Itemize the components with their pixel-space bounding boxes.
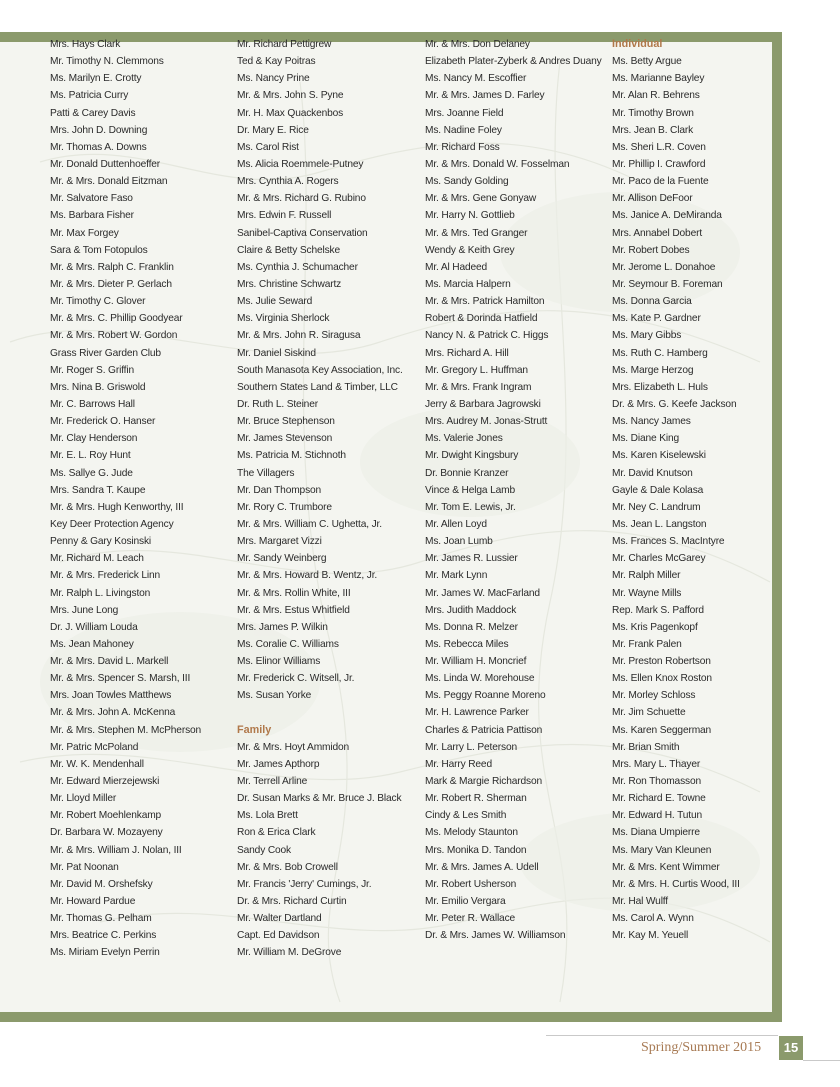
donor-name: Ms. Marilyn E. Crotty [50, 73, 142, 85]
donor-name: Mrs. Elizabeth L. Huls [612, 381, 708, 393]
donor-name: Mrs. Sandra T. Kaupe [50, 484, 146, 496]
donor-name: Mr. Peter R. Wallace [425, 913, 516, 925]
donor-name: Dr. Mary E. Rice [237, 124, 309, 136]
donor-name: Mr. & Mrs. Gene Gonyaw [425, 193, 537, 205]
donor-name: Mr. Robert Moehlenkamp [50, 810, 162, 822]
donor-name: Ms. Susan Yorke [237, 690, 312, 702]
donor-name: Ms. Peggy Roanne Moreno [425, 690, 546, 702]
donor-name: Ms. Donna Garcia [612, 296, 692, 308]
donor-name: Dr. Susan Marks & Mr. Bruce J. Black [237, 793, 402, 805]
donor-name: Mrs. Richard A. Hill [425, 347, 509, 359]
donor-name: Ms. Janice A. DeMiranda [612, 210, 722, 222]
donor-column-2 [237, 36, 422, 962]
donor-name: Mr. & Mrs. H. Curtis Wood, III [612, 878, 740, 890]
donor-name: Mr. William H. Moncrief [425, 656, 527, 668]
donor-name: Mrs. Cynthia A. Rogers [237, 176, 339, 188]
donor-name: Dr. Ruth L. Steiner [237, 398, 318, 410]
donor-name: Mr. Richard Foss [425, 141, 500, 153]
donor-name: Ms. Sallye G. Jude [50, 467, 133, 479]
donor-name: Ms. Marcia Halpern [425, 278, 511, 290]
donor-name: Mr. & Mrs. Donald W. Fosselman [425, 158, 570, 170]
donor-name: Mrs. Edwin F. Russell [237, 210, 332, 222]
donor-name: Ms. Diana Umpierre [612, 827, 700, 839]
donor-name: Mr. Allison DeFoor [612, 193, 693, 205]
donor-name: Mr. Roger S. Griffin [50, 364, 134, 376]
donor-name: Ms. Melody Staunton [425, 827, 518, 839]
donor-name: Mr. H. Max Quackenbos [237, 107, 344, 119]
donor-name: Mrs. Judith Maddock [425, 604, 517, 616]
donor-name: Sandy Cook [237, 844, 291, 856]
donor-name: Gayle & Dale Kolasa [612, 484, 704, 496]
donor-name: Mr. Seymour B. Foreman [612, 278, 723, 290]
donor-name: Mr. Sandy Weinberg [237, 553, 327, 565]
donor-name: Mr. & Mrs. Ralph C. Franklin [50, 261, 174, 273]
donor-name: Ms. Alicia Roemmele-Putney [237, 158, 364, 170]
donor-name: Mr. Ralph Miller [612, 570, 681, 582]
donor-name: Mr. Morley Schloss [612, 690, 696, 702]
donor-name: Mr. James R. Lussier [425, 553, 518, 565]
donor-name: Ms. Kris Pagenkopf [612, 621, 698, 633]
donor-name: Mr. & Mrs. Dieter P. Gerlach [50, 278, 172, 290]
donor-name: Mr. & Mrs. Spencer S. Marsh, III [50, 673, 191, 685]
donor-name: Mr. James Apthorp [237, 758, 320, 770]
section-heading: Family [237, 723, 272, 736]
donor-name: The Villagers [237, 467, 295, 479]
donor-name: Mark & Margie Richardson [425, 776, 542, 788]
donor-name: Dr. & Mrs. James W. Williamson [425, 930, 566, 942]
donor-name: Ms. Barbara Fisher [50, 210, 134, 222]
donor-name: Mrs. Annabel Dobert [612, 227, 703, 239]
donor-name: Ms. Virginia Sherlock [237, 313, 330, 325]
donor-name: Mr. Mark Lynn [425, 570, 488, 582]
donor-name: Mr. Rory C. Trumbore [237, 501, 332, 513]
donor-name: Mr. & Mrs. William C. Ughetta, Jr. [237, 518, 382, 530]
donor-name: Mr. Robert R. Sherman [425, 793, 527, 805]
donor-name: Mr. Francis 'Jerry' Cumings, Jr. [237, 878, 372, 890]
donor-column-4 [612, 36, 797, 944]
donor-name: Ms. Nancy Prine [237, 73, 310, 85]
donor-name: Mr. Gregory L. Huffman [425, 364, 528, 376]
donor-name: Dr. & Mrs. G. Keefe Jackson [612, 398, 737, 410]
donor-name: Mr. Charles McGarey [612, 553, 706, 565]
donor-name: Mrs. Margaret Vizzi [237, 536, 322, 548]
donor-name: Mr. Phillip I. Crawford [612, 158, 706, 170]
donor-name: Mr. Ron Thomasson [612, 776, 701, 788]
donor-name: Mr. Timothy N. Clemmons [50, 56, 164, 68]
donor-name: Ms. Karen Kiselewski [612, 450, 706, 462]
donor-name: Patti & Carey Davis [50, 107, 136, 119]
donor-name: Ms. Valerie Jones [425, 433, 503, 445]
donor-name: Mr. Salvatore Faso [50, 193, 133, 205]
donor-name: Mr. & Mrs. Frederick Linn [50, 570, 161, 582]
donor-name: Ms. Nancy M. Escoffier [425, 73, 527, 85]
donor-name: Mr. Howard Pardue [50, 896, 136, 908]
donor-name: Mr. Robert Usherson [425, 878, 517, 890]
donor-name: Mr. Pat Noonan [50, 861, 119, 873]
donor-name: Mrs. Hays Clark [50, 39, 121, 50]
donor-name: Elizabeth Plater-Zyberk & Andres Duany [425, 56, 602, 68]
donor-name: Mr. Allen Loyd [425, 518, 487, 530]
donor-name: Mr. Timothy Brown [612, 107, 694, 119]
donor-name: Mr. Frank Palen [612, 638, 682, 650]
donor-name: Mr. Thomas A. Downs [50, 141, 147, 153]
donor-name: Grass River Garden Club [50, 347, 161, 359]
donor-name: Mr. Preston Robertson [612, 656, 711, 668]
donor-name: Mr. Frederick C. Witsell, Jr. [237, 673, 355, 685]
donor-name: Mr. Ney C. Landrum [612, 501, 701, 513]
donor-name: Mr. Larry L. Peterson [425, 741, 517, 753]
donor-name: Mr. Walter Dartland [237, 913, 322, 925]
donor-name: Mr. Brian Smith [612, 741, 680, 753]
donor-name: Ms. Mary Gibbs [612, 330, 682, 342]
donor-name: Charles & Patricia Pattison [425, 724, 543, 736]
donor-name: Mr. C. Barrows Hall [50, 398, 135, 410]
donor-name: Dr. Bonnie Kranzer [425, 467, 509, 479]
donor-name: Mr. & Mrs. James A. Udell [425, 861, 539, 873]
donor-name: Mr. & Mrs. Donald Eitzman [50, 176, 168, 188]
donor-name: Ron & Erica Clark [237, 827, 316, 839]
donor-name: Mr. & Mrs. John R. Siragusa [237, 330, 361, 342]
donor-name: Ms. Marianne Bayley [612, 73, 705, 85]
donor-column-1 [50, 36, 235, 962]
donor-name: Ms. Nadine Foley [425, 124, 502, 136]
donor-name: Mr. Max Forgey [50, 227, 119, 239]
donor-name: Mr. Emilio Vergara [425, 896, 506, 908]
page-number-badge: 15 [779, 1036, 803, 1060]
donor-name: Mr. Frederick O. Hanser [50, 416, 156, 428]
donor-name: Ms. Patricia Curry [50, 90, 129, 102]
donor-name: Mr. Terrell Arline [237, 776, 308, 788]
donor-name: Mr. Dan Thompson [237, 484, 322, 496]
donor-name: Ms. Marge Herzog [612, 364, 694, 376]
donor-name: Mr. Robert Dobes [612, 244, 690, 256]
donor-name: Ms. Lola Brett [237, 810, 298, 822]
donor-name: Mr. Ralph L. Livingston [50, 587, 151, 599]
donor-name: Ms. Sheri L.R. Coven [612, 141, 706, 153]
donor-name: Ms. Betty Argue [612, 56, 682, 68]
donor-name: Mr. Richard M. Leach [50, 553, 144, 565]
donor-name: Ms. Nancy James [612, 416, 691, 428]
donor-name: Ms. Diane King [612, 433, 679, 445]
donor-name: Ms. Carol A. Wynn [612, 913, 694, 925]
donor-name: Mr. Daniel Siskind [237, 347, 316, 359]
section-heading: Individual [612, 38, 663, 50]
donor-name: Mr. & Mrs. Stephen M. McPherson [50, 724, 202, 736]
donor-name: Ms. Elinor Williams [237, 656, 321, 668]
donor-name: Penny & Gary Kosinski [50, 536, 152, 548]
donor-name: Mrs. Joan Towles Matthews [50, 690, 172, 702]
donor-name: Mr. Jerome L. Donahoe [612, 261, 716, 273]
donor-name: Mr. & Mrs. Hugh Kenworthy, III [50, 501, 184, 513]
donor-name: Mr. Thomas G. Pelham [50, 913, 152, 925]
donor-name: Wendy & Keith Grey [425, 244, 515, 256]
donor-name: Ms. Coralie C. Williams [237, 638, 339, 650]
donor-name: Mr. & Mrs. Hoyt Ammidon [237, 741, 350, 753]
donor-name: Mr. Paco de la Fuente [612, 176, 709, 188]
donor-name: Mr. & Mrs. Richard G. Rubino [237, 193, 366, 205]
donor-name: Mr. & Mrs. Kent Wimmer [612, 861, 720, 873]
donor-name: Mr. E. L. Roy Hunt [50, 450, 131, 462]
donor-name: Mr. James Stevenson [237, 433, 333, 445]
donor-name: Mr. & Mrs. Bob Crowell [237, 861, 338, 873]
donor-name: Ms. Jean L. Langston [612, 518, 707, 530]
donor-name: Mr. & Mrs. C. Phillip Goodyear [50, 313, 183, 325]
donor-name: Ms. Ellen Knox Roston [612, 673, 712, 685]
donor-name: Mr. W. K. Mendenhall [50, 758, 144, 770]
donor-name: Ms. Sandy Golding [425, 176, 509, 188]
donor-name: Mr. Edward Mierzejewski [50, 776, 160, 788]
donor-name: Mr. & Mrs. Don Delaney [425, 39, 530, 50]
donor-name: Ms. Karen Seggerman [612, 724, 712, 736]
donor-name: Mrs. June Long [50, 604, 119, 616]
donor-name: Mr. Edward H. Tutun [612, 810, 703, 822]
donor-name: Mr. & Mrs. Howard B. Wentz, Jr. [237, 570, 378, 582]
donor-name: Ms. Rebecca Miles [425, 638, 509, 650]
donor-name: Ms. Jean Mahoney [50, 638, 134, 650]
donor-name: Mr. & Mrs. William J. Nolan, III [50, 844, 182, 856]
donor-name: Mr. Tom E. Lewis, Jr. [425, 501, 516, 513]
donor-name: Ms. Donna R. Melzer [425, 621, 518, 633]
donor-name: Ms. Frances S. MacIntyre [612, 536, 725, 548]
donor-name: Ms. Julie Seward [237, 296, 313, 308]
donor-column-3 [425, 36, 610, 944]
donor-name: Robert & Dorinda Hatfield [425, 313, 538, 325]
donor-name: Mr. James W. MacFarland [425, 587, 540, 599]
donor-name: Mrs. Joanne Field [425, 107, 504, 119]
donor-name: Mr. Kay M. Yeuell [612, 930, 689, 942]
donor-name: Mr. Harry Reed [425, 758, 492, 770]
donor-name: Dr. Barbara W. Mozayeny [50, 827, 163, 839]
donor-name: Mr. Patric McPoland [50, 741, 139, 753]
donor-name: Ms. Mary Van Kleunen [612, 844, 712, 856]
donor-name: Mr. & Mrs. Patrick Hamilton [425, 296, 545, 308]
donor-name: Ms. Miriam Evelyn Perrin [50, 947, 160, 959]
donor-name: Mrs. Christine Schwartz [237, 278, 342, 290]
donor-name: Mr. & Mrs. Ted Granger [425, 227, 528, 239]
donor-name: Ms. Linda W. Morehouse [425, 673, 535, 685]
donor-name: Mr. Harry N. Gottlieb [425, 210, 515, 222]
donor-name: Mr. & Mrs. Rollin White, III [237, 587, 351, 599]
footer-rule-right [803, 1060, 840, 1061]
donor-name: Ted & Kay Poitras [237, 56, 316, 68]
donor-name: Key Deer Protection Agency [50, 518, 174, 530]
donor-name: Mr. Al Hadeed [425, 261, 488, 273]
donor-name: Dr. & Mrs. Richard Curtin [237, 896, 347, 908]
donor-name: Mr. H. Lawrence Parker [425, 707, 529, 719]
donor-name: Ms. Joan Lumb [425, 536, 493, 548]
donor-name: Mrs. Beatrice C. Perkins [50, 930, 157, 942]
donor-name: Mr. William M. DeGrove [237, 947, 342, 959]
donor-name: Mr. Richard Pettigrew [237, 39, 332, 50]
donor-name: Mrs. Mary L. Thayer [612, 758, 701, 770]
donor-name: Ms. Kate P. Gardner [612, 313, 701, 325]
donor-name: South Manasota Key Association, Inc. [237, 364, 403, 376]
donor-name: Claire & Betty Schelske [237, 244, 340, 256]
donor-name: Mr. Clay Henderson [50, 433, 138, 445]
donor-name: Mr. David M. Orshefsky [50, 878, 153, 890]
donor-name: Ms. Ruth C. Hamberg [612, 347, 708, 359]
donor-name: Mrs. Nina B. Griswold [50, 381, 146, 393]
donor-name: Mr. Wayne Mills [612, 587, 682, 599]
donor-name: Mrs. Audrey M. Jonas-Strutt [425, 416, 548, 428]
donor-name: Jerry & Barbara Jagrowski [425, 398, 541, 410]
donor-name: Mr. David Knutson [612, 467, 693, 479]
issue-label: Spring/Summer 2015 [641, 1040, 762, 1055]
donor-name: Mrs. Monika D. Tandon [425, 844, 527, 856]
donor-name: Mr. Alan R. Behrens [612, 90, 700, 102]
donor-name: Sanibel-Captiva Conservation [237, 227, 368, 239]
donor-name: Mr. & Mrs. Robert W. Gordon [50, 330, 178, 342]
donor-name: Mr. & Mrs. David L. Markell [50, 656, 169, 668]
section-spacer [237, 704, 422, 721]
donor-name: Mr. Donald Duttenhoeffer [50, 158, 161, 170]
donor-name: Mrs. Jean B. Clark [612, 124, 694, 136]
donor-name: Mr. Timothy C. Glover [50, 296, 146, 308]
donor-name: Rep. Mark S. Pafford [612, 604, 704, 616]
donor-name: Mr. & Mrs. Estus Whitfield [237, 604, 350, 616]
donor-name: Mrs. James P. Wilkin [237, 621, 328, 633]
donor-name: Mr. Richard E. Towne [612, 793, 706, 805]
footer-rule [546, 1035, 778, 1036]
donor-name: Mr. Lloyd Miller [50, 793, 117, 805]
donor-name: Vince & Helga Lamb [425, 484, 515, 496]
donor-name: Dr. J. William Louda [50, 621, 138, 633]
donor-name: Ms. Patricia M. Stichnoth [237, 450, 346, 462]
donor-name: Southern States Land & Timber, LLC [237, 381, 398, 393]
donor-name: Mr. Jim Schuette [612, 707, 686, 719]
donor-name: Cindy & Les Smith [425, 810, 507, 822]
donor-name: Mr. Hal Wulff [612, 896, 668, 908]
donor-name: Mr. & Mrs. James D. Farley [425, 90, 545, 102]
donor-name: Mrs. John D. Downing [50, 124, 148, 136]
donor-name: Nancy N. & Patrick C. Higgs [425, 330, 549, 342]
donor-name: Mr. & Mrs. John A. McKenna [50, 707, 176, 719]
donor-name: Sara & Tom Fotopulos [50, 244, 148, 256]
donor-name: Capt. Ed Davidson [237, 930, 320, 942]
donor-name: Ms. Cynthia J. Schumacher [237, 261, 358, 273]
donor-name: Mr. Bruce Stephenson [237, 416, 335, 428]
donor-name: Mr. & Mrs. John S. Pyne [237, 90, 344, 102]
donor-name: Mr. & Mrs. Frank Ingram [425, 381, 532, 393]
donor-name: Mr. Dwight Kingsbury [425, 450, 519, 462]
donor-name: Ms. Carol Rist [237, 141, 299, 153]
